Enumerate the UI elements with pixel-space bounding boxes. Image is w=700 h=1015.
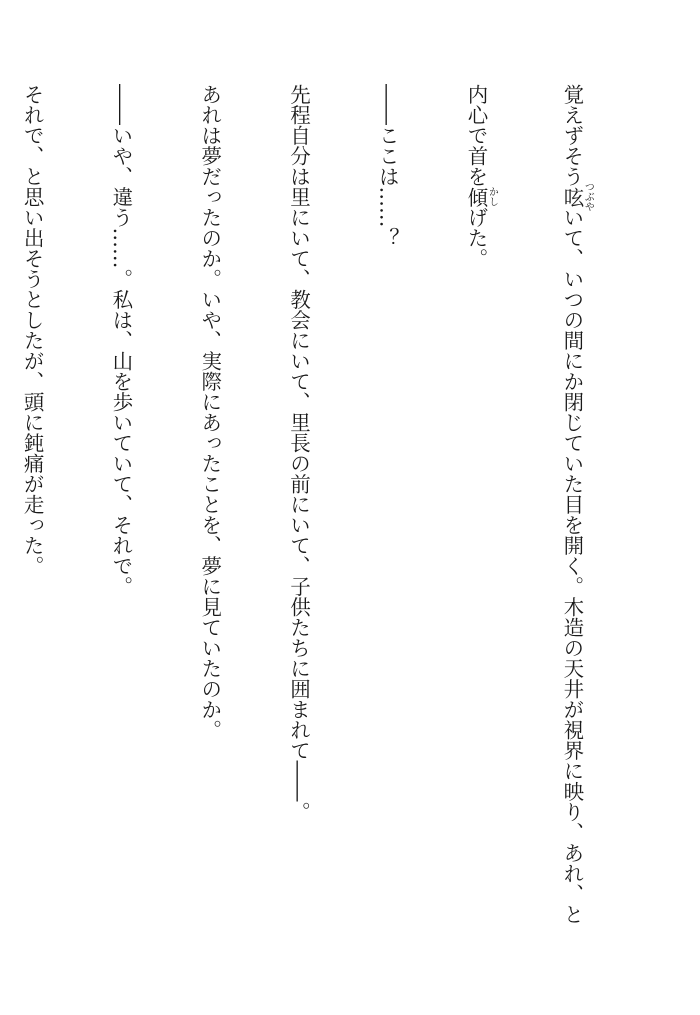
line-2-head: 内心で首を xyxy=(464,84,489,187)
ruby-base-2: 傾 xyxy=(464,186,489,207)
line-2-tail: げた。 xyxy=(464,207,489,269)
text-line-4: 先程自分は里にいて、教会にいて、里長の前にいて、子供たちに囲まれて――。 xyxy=(286,84,311,822)
text-line-1 xyxy=(556,84,593,964)
text-line-5: あれは夢だったのか。いや、実際にあったことを、夢に見ていたのか。 xyxy=(197,84,222,740)
text-line-2 xyxy=(460,84,497,964)
ruby-reading-2: かし xyxy=(486,186,498,207)
vertical-text-body xyxy=(0,84,652,964)
text-line-7: それで、と思い出そうとしたが、頭に鈍痛が走った。 xyxy=(20,84,45,576)
line-1-head: 覚えずそう xyxy=(559,84,584,187)
line-1-tail: いて、いつの間にか閉じていた目を開く。木造の天井が視界に映り、あれ、と xyxy=(559,207,584,925)
ruby-base-1: 呟 xyxy=(559,181,584,212)
ruby-kashi xyxy=(464,186,498,208)
ruby-reading-1: つぶや xyxy=(582,181,594,212)
text-line-6: ――いや、違う……。私は、山を歩いていて、それで。 xyxy=(108,84,133,597)
text-line-3: ――ここは……？ xyxy=(375,84,400,248)
ruby-tsubuya xyxy=(559,181,594,212)
